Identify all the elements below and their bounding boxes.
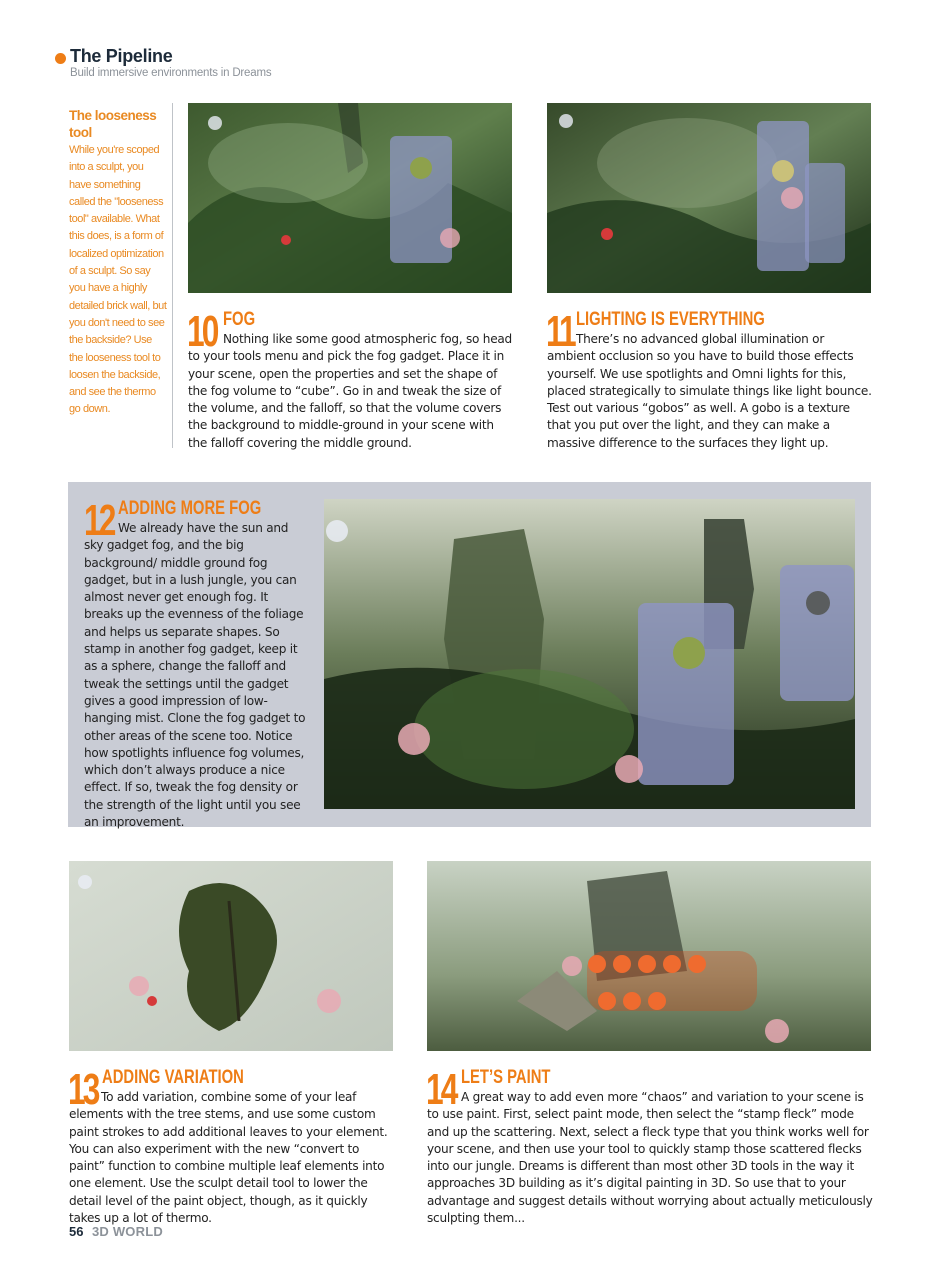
step-13-number: 13: [68, 1065, 98, 1114]
screenshot-fog-gadget: [188, 103, 512, 293]
screenshot-variation: [69, 861, 393, 1051]
step-13-title: ADDING VARIATION: [102, 1067, 244, 1088]
section-title: The Pipeline: [70, 46, 173, 66]
step-14-body: A great way to add even more “chaos” and variation to your scene is to use paint. First, select paint mode, then select the “stamp fleck” mode and up the scattering. Next, select a fleck type that you think works well for your scene, and then use your tool to quickly stamp those scattered flecks into our jungle. Dreams is different than most other 3D tools in the way it approaches 3D building as it’s digital painting in 3D. So use that to your advantage and suggest details without worrying about actually meticulously sculpting them...: [427, 1090, 873, 1226]
step-12-number: 12: [84, 496, 114, 545]
step-11-title: LIGHTING IS EVERYTHING: [576, 309, 765, 330]
sidebar-title: The looseness tool: [69, 108, 157, 140]
section-subtitle: Build immersive environments in Dreams: [70, 67, 272, 79]
screenshot-paint: [427, 861, 871, 1051]
step-14-number: 14: [426, 1065, 456, 1114]
sidebar-body: While you're scoped into a sculpt, you have something called the "looseness tool" available. What this does, is a form of localized optimization of a sculpt. So say you have a highly detailed brick wall, but you don't need to see the backside? Use the looseness tool to loosen the backside, and see the thermo go down.: [69, 144, 167, 416]
step-13-body: To add variation, combine some of your leaf elements with the tree stems, and use some custom paint strokes to add additional leaves to your element. You can also experiment with the new “convert to paint” function to combine multiple leaf elements into one element. Use the sculpt detail tool to lower the detail level of the paint object, though, as it quickly takes up a lot of thermo.: [69, 1090, 388, 1226]
step-14-title: LET’S PAINT: [461, 1067, 551, 1088]
section-dot-icon: [55, 53, 66, 64]
page-number: 56: [69, 1224, 84, 1239]
step-12-title: ADDING MORE FOG: [118, 498, 262, 519]
sidebar-tip: [69, 107, 167, 419]
step-12-body: We already have the sun and sky gadget fog, and the big background/ middle ground fog gadget, but in a lush jungle, you can almost never get enough fog. It breaks up the evenness of the foliage and helps us separate shapes. So stamp in another fog gadget, keep it as a sphere, change the falloff and tweak the settings until the gadget gives a good impression of low-hanging mist. Clone the fog gadget to other areas of the scene too. Notice how spotlights influence fog volumes, which don’t always produce a nice effect. If so, tweak the fog density or the strength of the light until you see an improvement.: [84, 521, 306, 830]
step-11-number: 11: [546, 307, 574, 356]
step-11-body: There’s no advanced global illumination or ambient occlusion so you have to build those effects yourself. We use spotlights and Omni lights for this, placed strategically to simulate things like light bounce. Test out various “gobos” as well. A gobo is a texture that you put over the light, and they can make a massive difference to the surfaces they light up.: [547, 332, 872, 450]
magazine-name: 3D WORLD: [92, 1224, 163, 1239]
step-10-title: FOG: [223, 309, 256, 330]
step-10-body: Nothing like some good atmospheric fog, so head to your tools menu and pick the fog gadget. Place it in your scene, open the properties and set the shape of the fog volume to “cube”. Go in and tweak the size of the volume, and the falloff, so that the volume covers the background to middle-ground in your scene with the falloff covering the middle ground.: [188, 332, 512, 450]
step-10-number: 10: [187, 307, 217, 356]
screenshot-more-fog: [324, 499, 855, 809]
sidebar-divider: [172, 103, 173, 448]
screenshot-lighting: [547, 103, 871, 293]
